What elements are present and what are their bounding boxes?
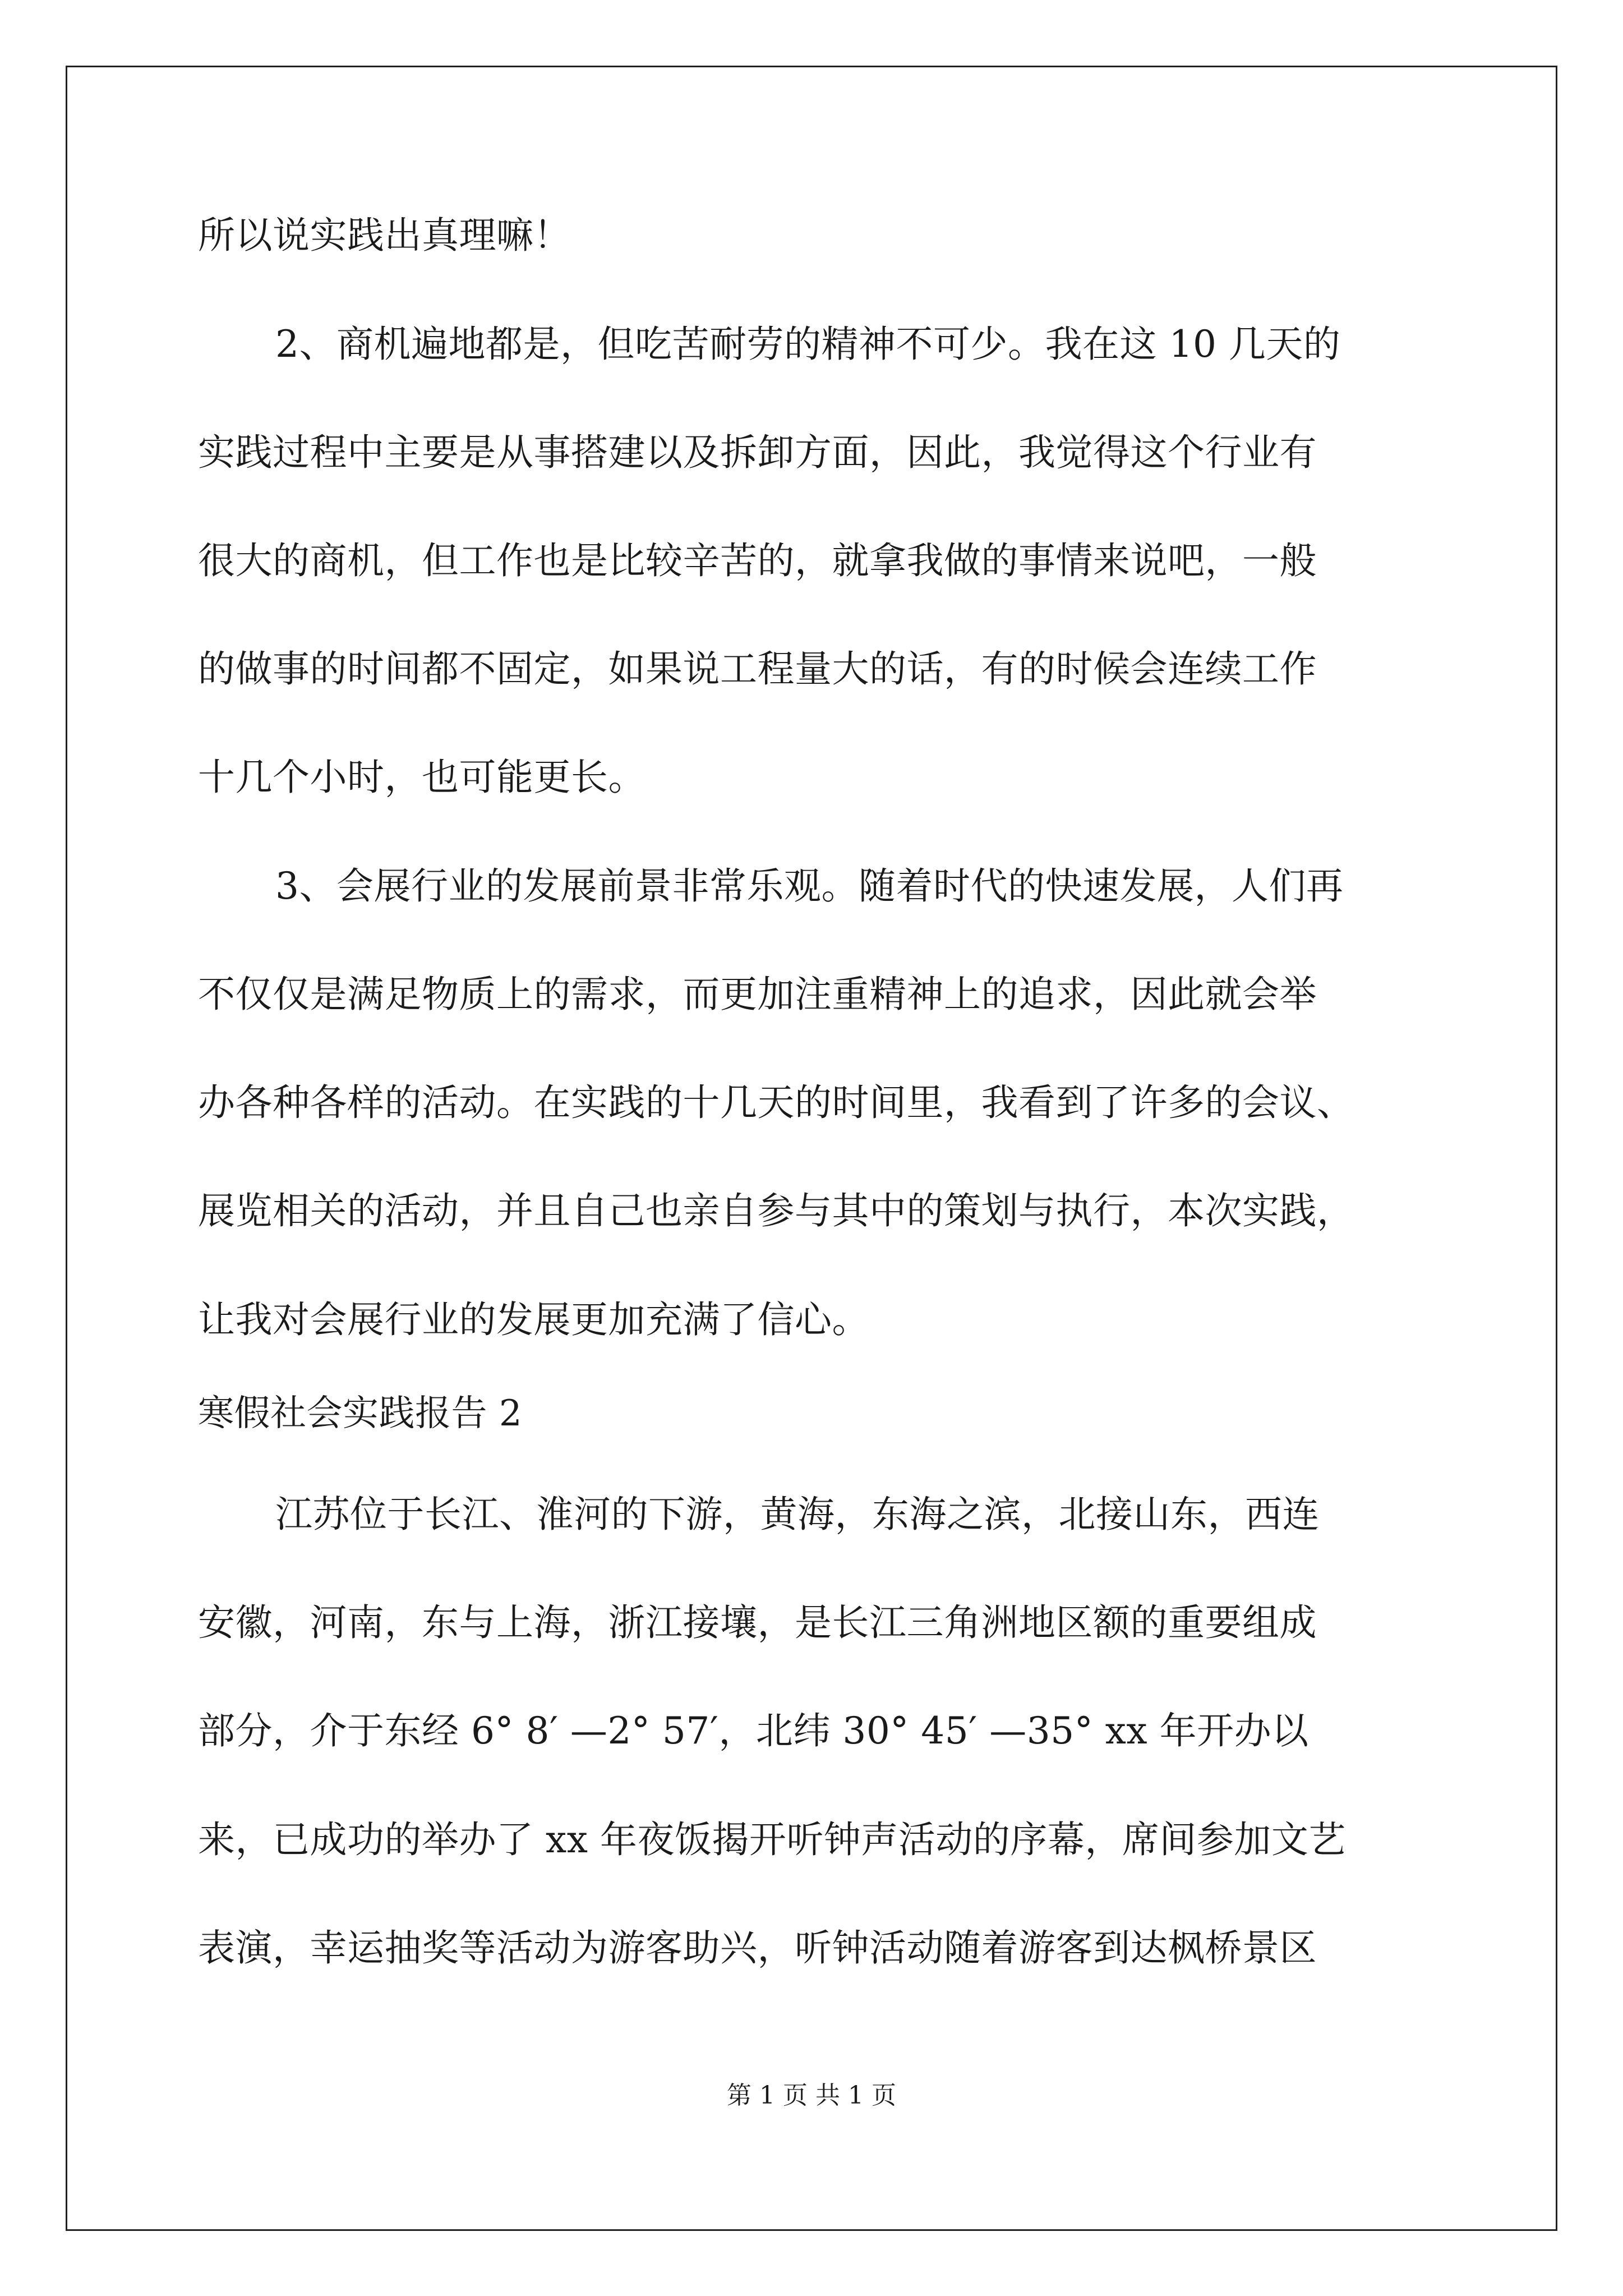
body-line-11: 让我对会展行业的发展更加充满了信心。 (198, 1298, 869, 1341)
body-line-1: 所以说实践出真理嘛！ (198, 214, 571, 257)
body-line-17: 表演，幸运抽奖等活动为游客助兴，听钟活动随着游客到达枫桥景区 (198, 1926, 1317, 1970)
body-line-3: 实践过程中主要是从事搭建以及拆卸方面，因此，我觉得这个行业有 (198, 431, 1317, 474)
section-heading: 寒假社会实践报告 2 (198, 1393, 523, 1434)
body-line-4: 很大的商机，但工作也是比较辛苦的，就拿我做的事情来说吧，一般 (198, 539, 1317, 582)
paragraph-2-start: 2、商机遍地都是，但吃苦耐劳的精神不可少。我在这 10 几天的 (275, 323, 1341, 366)
body-line-10: 展览相关的活动，并且自己也亲自参与其中的策划与执行，本次实践， (198, 1189, 1354, 1232)
body-line-9: 办各种各样的活动。在实践的十几天的时间里，我看到了许多的会议、 (198, 1081, 1354, 1124)
page-border (66, 66, 1557, 2231)
body-line-15: 部分，介于东经 6° 8′ —2° 57′，北纬 30° 45′ —35° xx 年开办以 (198, 1709, 1309, 1752)
body-line-5: 的做事的时间都不固定，如果说工程量大的话，有的时候会连续工作 (198, 647, 1317, 691)
body-line-14: 安徽，河南，东与上海，浙江接壤，是长江三角洲地区额的重要组成 (198, 1601, 1317, 1644)
body-line-6: 十几个小时，也可能更长。 (198, 756, 645, 799)
page-footer: 第 1 页 共 1 页 (727, 2081, 896, 2110)
paragraph-3-start: 3、会展行业的发展前景非常乐观。随着时代的快速发展，人们再 (275, 864, 1344, 908)
body-line-16: 来，已成功的举办了 xx 年夜饭揭开听钟声活动的序幕，席间参加文艺 (198, 1818, 1346, 1861)
body-line-8: 不仅仅是满足物质上的需求，而更加注重精神上的追求，因此就会举 (198, 973, 1317, 1016)
paragraph-jiangsu-start: 江苏位于长江、淮河的下游，黄海，东海之滨，北接山东，西连 (275, 1493, 1320, 1536)
